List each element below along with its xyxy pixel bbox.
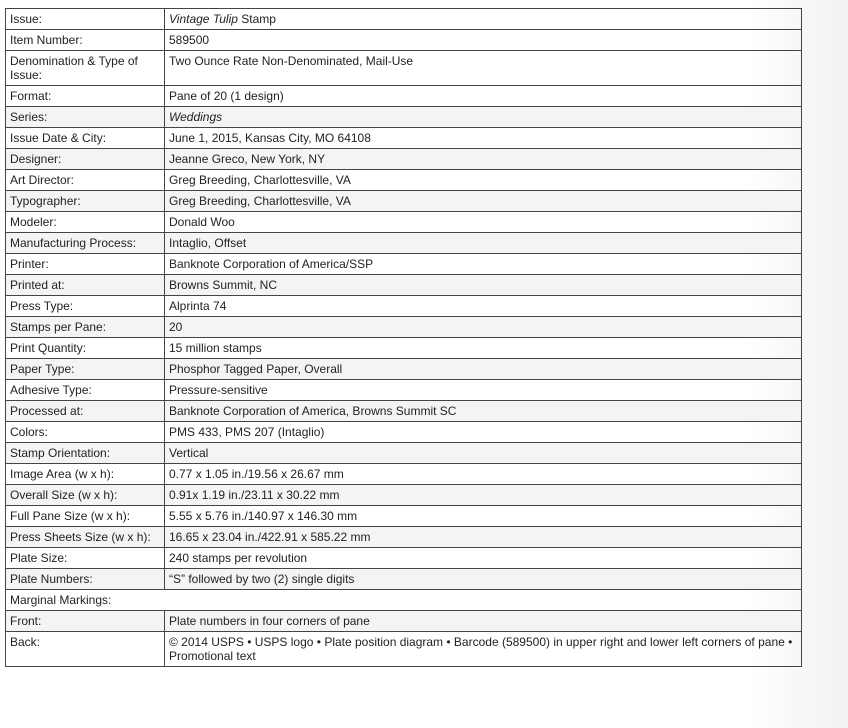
row-press-type bbox=[6, 296, 802, 317]
value-full-pane-size: 5.55 x 5.76 in./140.97 x 146.30 mm bbox=[165, 506, 802, 527]
label-designer: Designer: bbox=[6, 149, 165, 170]
row-stamp-orientation bbox=[6, 443, 802, 464]
row-marginal-markings bbox=[6, 590, 802, 611]
row-print-quantity bbox=[6, 338, 802, 359]
label-press-type: Press Type: bbox=[6, 296, 165, 317]
row-item-number bbox=[6, 30, 802, 51]
row-adhesive-type bbox=[6, 380, 802, 401]
value-art-director: Greg Breeding, Charlottesville, VA bbox=[165, 170, 802, 191]
value-back: © 2014 USPS • USPS logo • Plate position diagram • Barcode (589500) in upper right and lower left corners of pane • Promotional text bbox=[165, 632, 802, 667]
value-printed-at: Browns Summit, NC bbox=[165, 275, 802, 296]
label-print-quantity: Print Quantity: bbox=[6, 338, 165, 359]
row-plate-numbers bbox=[6, 569, 802, 590]
value-series bbox=[165, 107, 802, 128]
value-issue-date: June 1, 2015, Kansas City, MO 64108 bbox=[165, 128, 802, 149]
value-press-sheets-size: 16.65 x 23.04 in./422.91 x 585.22 mm bbox=[165, 527, 802, 548]
row-modeler bbox=[6, 212, 802, 233]
value-plate-numbers: “S” followed by two (2) single digits bbox=[165, 569, 802, 590]
label-printed-at: Printed at: bbox=[6, 275, 165, 296]
row-processed-at bbox=[6, 401, 802, 422]
row-full-pane-size bbox=[6, 506, 802, 527]
label-format: Format: bbox=[6, 86, 165, 107]
label-issue: Issue: bbox=[6, 9, 165, 30]
value-stamps-per-pane: 20 bbox=[165, 317, 802, 338]
stamp-details bbox=[5, 8, 802, 667]
value-typographer: Greg Breeding, Charlottesville, VA bbox=[165, 191, 802, 212]
value-front: Plate numbers in four corners of pane bbox=[165, 611, 802, 632]
label-image-area: Image Area (w x h): bbox=[6, 464, 165, 485]
label-stamp-orientation: Stamp Orientation: bbox=[6, 443, 165, 464]
stamp-details-table bbox=[5, 8, 802, 667]
row-printer bbox=[6, 254, 802, 275]
label-art-director: Art Director: bbox=[6, 170, 165, 191]
label-back: Back: bbox=[6, 632, 165, 667]
row-format bbox=[6, 86, 802, 107]
value-stamp-orientation: Vertical bbox=[165, 443, 802, 464]
label-overall-size: Overall Size (w x h): bbox=[6, 485, 165, 506]
value-designer: Jeanne Greco, New York, NY bbox=[165, 149, 802, 170]
value-image-area: 0.77 x 1.05 in./19.56 x 26.67 mm bbox=[165, 464, 802, 485]
label-paper-type: Paper Type: bbox=[6, 359, 165, 380]
row-stamps-per-pane bbox=[6, 317, 802, 338]
label-issue-date: Issue Date & City: bbox=[6, 128, 165, 149]
value-issue-suffix: Stamp bbox=[237, 12, 276, 26]
label-series: Series: bbox=[6, 107, 165, 128]
value-modeler: Donald Woo bbox=[165, 212, 802, 233]
label-plate-numbers: Plate Numbers: bbox=[6, 569, 165, 590]
label-typographer: Typographer: bbox=[6, 191, 165, 212]
row-typographer bbox=[6, 191, 802, 212]
value-print-quantity: 15 million stamps bbox=[165, 338, 802, 359]
row-front bbox=[6, 611, 802, 632]
label-adhesive-type: Adhesive Type: bbox=[6, 380, 165, 401]
row-denomination bbox=[6, 51, 802, 86]
row-printed-at bbox=[6, 275, 802, 296]
row-press-sheets-size bbox=[6, 527, 802, 548]
value-paper-type: Phosphor Tagged Paper, Overall bbox=[165, 359, 802, 380]
value-overall-size: 0.91x 1.19 in./23.11 x 30.22 mm bbox=[165, 485, 802, 506]
value-issue bbox=[165, 9, 802, 30]
row-art-director bbox=[6, 170, 802, 191]
value-format: Pane of 20 (1 design) bbox=[165, 86, 802, 107]
label-printer: Printer: bbox=[6, 254, 165, 275]
row-designer bbox=[6, 149, 802, 170]
value-denomination: Two Ounce Rate Non-Denominated, Mail-Use bbox=[165, 51, 802, 86]
label-full-pane-size: Full Pane Size (w x h): bbox=[6, 506, 165, 527]
row-image-area bbox=[6, 464, 802, 485]
label-plate-size: Plate Size: bbox=[6, 548, 165, 569]
value-series-name: Weddings bbox=[169, 110, 223, 124]
value-press-type: Alprinta 74 bbox=[165, 296, 802, 317]
label-press-sheets-size: Press Sheets Size (w x h): bbox=[6, 527, 165, 548]
label-stamps-per-pane: Stamps per Pane: bbox=[6, 317, 165, 338]
label-colors: Colors: bbox=[6, 422, 165, 443]
value-manufacturing: Intaglio, Offset bbox=[165, 233, 802, 254]
row-issue bbox=[6, 9, 802, 30]
marginal-markings-heading: Marginal Markings: bbox=[6, 590, 802, 611]
row-back bbox=[6, 632, 802, 667]
label-denomination: Denomination & Type of Issue: bbox=[6, 51, 165, 86]
label-front: Front: bbox=[6, 611, 165, 632]
row-paper-type bbox=[6, 359, 802, 380]
value-item-number: 589500 bbox=[165, 30, 802, 51]
row-issue-date bbox=[6, 128, 802, 149]
label-manufacturing: Manufacturing Process: bbox=[6, 233, 165, 254]
value-adhesive-type: Pressure-sensitive bbox=[165, 380, 802, 401]
value-issue-name: Vintage Tulip bbox=[169, 12, 238, 26]
label-item-number: Item Number: bbox=[6, 30, 165, 51]
row-colors bbox=[6, 422, 802, 443]
value-processed-at: Banknote Corporation of America, Browns Summit SC bbox=[165, 401, 802, 422]
row-overall-size bbox=[6, 485, 802, 506]
value-printer: Banknote Corporation of America/SSP bbox=[165, 254, 802, 275]
label-modeler: Modeler: bbox=[6, 212, 165, 233]
value-colors: PMS 433, PMS 207 (Intaglio) bbox=[165, 422, 802, 443]
row-series bbox=[6, 107, 802, 128]
row-manufacturing bbox=[6, 233, 802, 254]
row-plate-size bbox=[6, 548, 802, 569]
value-plate-size: 240 stamps per revolution bbox=[165, 548, 802, 569]
label-processed-at: Processed at: bbox=[6, 401, 165, 422]
